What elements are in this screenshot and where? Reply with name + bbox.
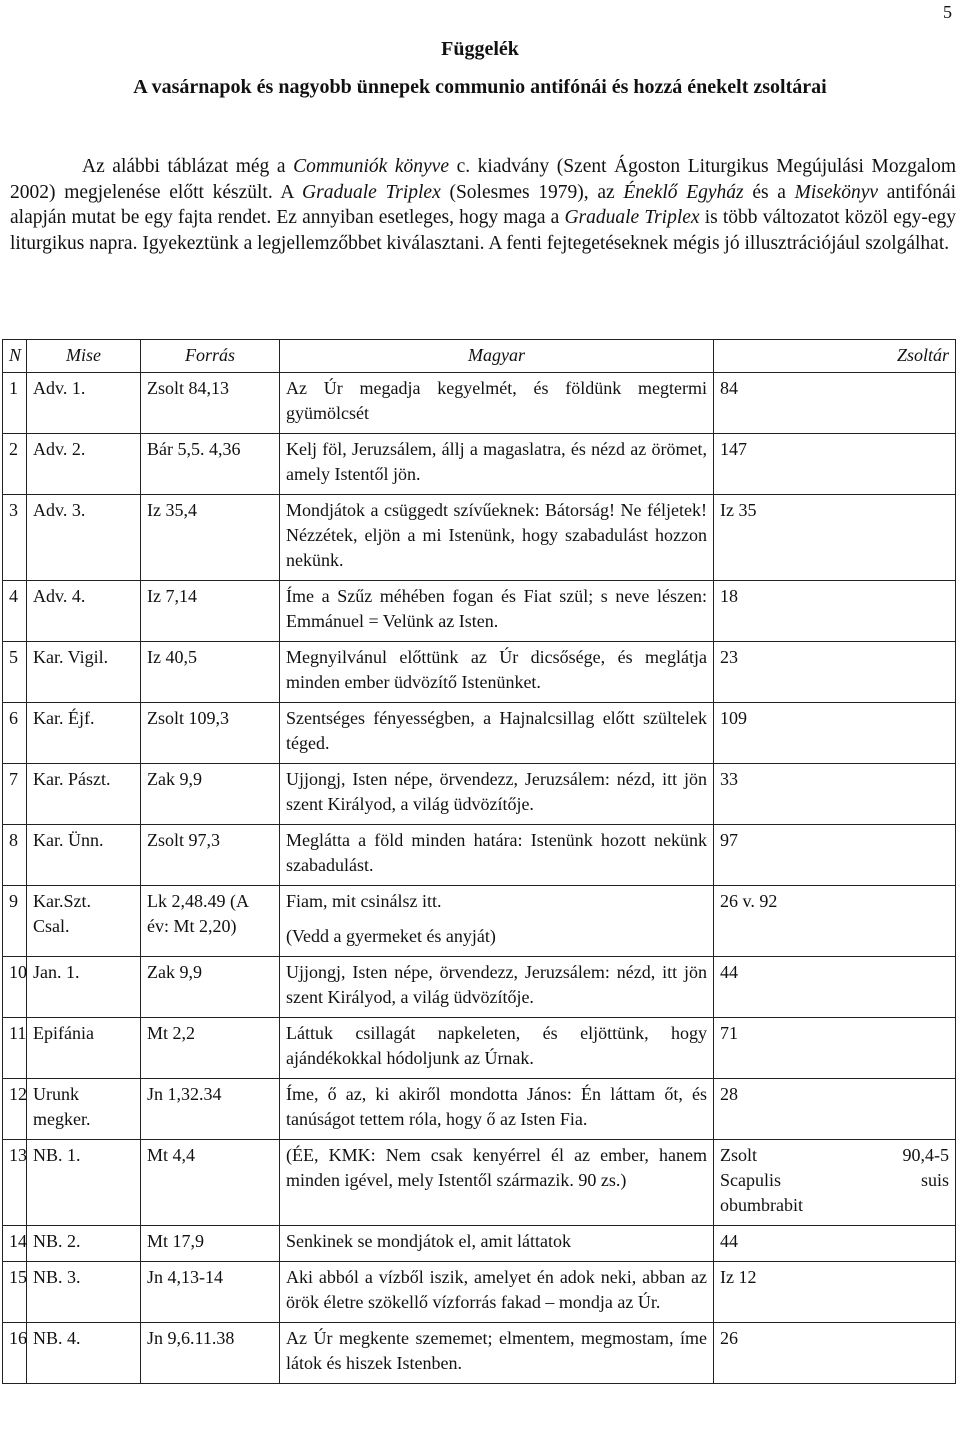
cell-mise-line: megker. xyxy=(33,1109,91,1129)
table-row xyxy=(3,1226,956,1262)
cell-mise: NB. 4. xyxy=(27,1323,141,1384)
cell-magyar: Íme, ő az, ki akiről mondotta János: Én láttam őt, és tanúságot tettem róla, hogy ő az Isten Fia. xyxy=(280,1079,714,1140)
cell-forras: Zak 9,9 xyxy=(141,957,280,1018)
cell-zsoltar: 147 xyxy=(714,434,956,495)
table-row xyxy=(3,1018,956,1079)
cell-n: 7 xyxy=(3,764,27,825)
table-header-row xyxy=(3,340,956,373)
cell-magyar: Megnyilvánul előttünk az Úr dicsősége, és meglátja minden ember üdvözítő Istenünket. xyxy=(280,642,714,703)
cell-forras: Iz 7,14 xyxy=(141,581,280,642)
cell-mise: Kar. Éjf. xyxy=(27,703,141,764)
cell-magyar: (ÉE, KMK: Nem csak kenyérrel él az ember, hanem minden igével, mely Istentől származik. 90 zs.) xyxy=(280,1140,714,1226)
cell-magyar: Szentséges fényességben, a Hajnalcsillag előtt szültelek téged. xyxy=(280,703,714,764)
cell-magyar: Senkinek se mondjátok el, amit láttatok xyxy=(280,1226,714,1262)
header-zsoltar: Zsoltár xyxy=(714,340,956,373)
zsoltar-line: obumbrabit xyxy=(720,1195,803,1215)
cell-forras: Mt 2,2 xyxy=(141,1018,280,1079)
zsoltar-word: suis xyxy=(920,1170,949,1190)
cell-zsoltar: Iz 12 xyxy=(714,1262,956,1323)
intro-text: Az alábbi táblázat még a xyxy=(82,156,294,177)
cell-zsoltar: 23 xyxy=(714,642,956,703)
cell-magyar: Kelj föl, Jeruzsálem, állj a magaslatra, és nézd az örömet, amely Istentől jön. xyxy=(280,434,714,495)
cell-zsoltar: Iz 35 xyxy=(714,495,956,581)
cell-mise xyxy=(27,886,141,957)
zsoltar-word: Scapulis xyxy=(720,1170,781,1190)
cell-n: 16 xyxy=(3,1323,27,1384)
cell-forras: Bár 5,5. 4,36 xyxy=(141,434,280,495)
cell-zsoltar: 44 xyxy=(714,1226,956,1262)
header-forras: Forrás xyxy=(141,340,280,373)
cell-zsoltar: 33 xyxy=(714,764,956,825)
cell-n: 3 xyxy=(3,495,27,581)
cell-mise: NB. 2. xyxy=(27,1226,141,1262)
table-row xyxy=(3,373,956,434)
header-n: N xyxy=(3,340,27,373)
cell-n: 6 xyxy=(3,703,27,764)
communio-table xyxy=(2,339,956,1384)
cell-mise: NB. 3. xyxy=(27,1262,141,1323)
cell-n: 2 xyxy=(3,434,27,495)
appendix-title: Függelék xyxy=(441,38,519,60)
intro-text: antifónái alapján mutat be egy fajta rendet. Ez annyiban esetleges, hogy maga a xyxy=(10,181,957,228)
intro-text: is több változatot közöl egy-egy liturgikus napra. Igyekeztünk a legjellemzőbbet kiválasztani. A fenti fejtegetéseknek mégis jó illusztrációjául szolgálhat. xyxy=(10,207,957,254)
cell-forras: Jn 9,6.11.38 xyxy=(141,1323,280,1384)
cell-forras: Iz 35,4 xyxy=(141,495,280,581)
cell-magyar-note: (Vedd a gyermeket és anyját) xyxy=(286,926,496,946)
table-row xyxy=(3,703,956,764)
cell-mise: Adv. 4. xyxy=(27,581,141,642)
cell-forras: Jn 1,32.34 xyxy=(141,1079,280,1140)
table-row xyxy=(3,1262,956,1323)
cell-n: 15 xyxy=(3,1262,27,1323)
cell-mise: Kar. Vigil. xyxy=(27,642,141,703)
cell-magyar: Láttuk csillagát napkeleten, és eljöttünk, hogy ajándékokkal hódoljunk az Úrnak. xyxy=(280,1018,714,1079)
cell-forras: Lk 2,48.49 (A év: Mt 2,20) xyxy=(141,886,280,957)
header-magyar: Magyar xyxy=(280,340,714,373)
cell-magyar: Mondjátok a csüggedt szívűeknek: Bátorság! Ne féljetek! Nézzétek, eljön a mi Istenünk, hogy szabadulást hozzon nekünk. xyxy=(280,495,714,581)
cell-zsoltar: 28 xyxy=(714,1079,956,1140)
cell-magyar: Ujjongj, Isten népe, örvendezz, Jeruzsálem: nézd, itt jön szent Királyod, a világ üdvözítője. xyxy=(280,957,714,1018)
cell-zsoltar: 26 v. 92 xyxy=(714,886,956,957)
cell-mise: Adv. 2. xyxy=(27,434,141,495)
zsoltar-line xyxy=(720,1168,949,1193)
cell-n: 12 xyxy=(3,1079,27,1140)
table-row xyxy=(3,1323,956,1384)
intro-paragraph xyxy=(10,154,956,256)
cell-n: 10 xyxy=(3,957,27,1018)
zsoltar-line xyxy=(720,1143,949,1168)
cell-forras: Zsolt 109,3 xyxy=(141,703,280,764)
cell-mise: Kar. Ünn. xyxy=(27,825,141,886)
cell-forras: Iz 40,5 xyxy=(141,642,280,703)
cell-magyar: Az Úr megadja kegyelmét, és földünk megtermi gyümölcsét xyxy=(280,373,714,434)
cell-n: 4 xyxy=(3,581,27,642)
cell-mise-line: Kar.Szt. xyxy=(33,891,91,911)
cell-n: 8 xyxy=(3,825,27,886)
intro-italic: Communiók könyve xyxy=(293,156,449,177)
cell-mise: NB. 1. xyxy=(27,1140,141,1226)
cell-magyar: Íme a Szűz méhében fogan és Fiat szül; s neve lészen: Emmánuel = Velünk az Isten. xyxy=(280,581,714,642)
cell-magyar xyxy=(280,886,714,957)
intro-text: c. kiadvány (Szent Ágoston Liturgikus Megújulási Mozgalom 2002) megjelenése előtt készült. A xyxy=(10,156,956,203)
cell-zsoltar: 97 xyxy=(714,825,956,886)
cell-mise: Jan. 1. xyxy=(27,957,141,1018)
cell-zsoltar: 71 xyxy=(714,1018,956,1079)
cell-magyar: Ujjongj, Isten népe, örvendezz, Jeruzsálem: nézd, itt jön szent Királyod, a világ üdvözítője. xyxy=(280,764,714,825)
table-row xyxy=(3,764,956,825)
cell-magyar-text: Fiam, mit csinálsz itt. xyxy=(286,891,442,911)
intro-text: (Solesmes 1979), az xyxy=(440,181,624,203)
cell-zsoltar: 84 xyxy=(714,373,956,434)
table-row xyxy=(3,1079,956,1140)
cell-zsoltar: 26 xyxy=(714,1323,956,1384)
cell-n: 9 xyxy=(3,886,27,957)
cell-mise: Adv. 1. xyxy=(27,373,141,434)
zsoltar-word: Zsolt xyxy=(720,1145,758,1165)
cell-forras: Zsolt 84,13 xyxy=(141,373,280,434)
table-row xyxy=(3,581,956,642)
cell-forras: Mt 4,4 xyxy=(141,1140,280,1226)
table-row xyxy=(3,495,956,581)
cell-mise xyxy=(27,1079,141,1140)
table-row xyxy=(3,1140,956,1226)
table-row xyxy=(3,825,956,886)
header-mise: Mise xyxy=(27,340,141,373)
cell-n: 14 xyxy=(3,1226,27,1262)
intro-italic: Graduale Triplex xyxy=(302,181,441,203)
cell-zsoltar xyxy=(714,1140,956,1226)
cell-mise: Kar. Pászt. xyxy=(27,764,141,825)
cell-n: 1 xyxy=(3,373,27,434)
cell-forras: Mt 17,9 xyxy=(141,1226,280,1262)
cell-forras: Zak 9,9 xyxy=(141,764,280,825)
intro-italic: Éneklő Egyház xyxy=(623,181,744,203)
cell-mise: Epifánia xyxy=(27,1018,141,1079)
cell-mise-line: Urunk xyxy=(33,1084,79,1104)
cell-magyar: Aki abból a vízből iszik, amelyet én adok neki, abban az örök életre szökellő vízforrás fakad – mondja az Úr. xyxy=(280,1262,714,1323)
appendix-subtitle: A vasárnapok és nagyobb ünnepek communio antifónái és hozzá énekelt zsoltárai xyxy=(133,76,827,98)
cell-zsoltar: 18 xyxy=(714,581,956,642)
cell-n: 11 xyxy=(3,1018,27,1079)
intro-italic: Misekönyv xyxy=(794,181,879,203)
table-row xyxy=(3,957,956,1018)
zsoltar-word: 90,4-5 xyxy=(902,1145,949,1165)
cell-forras: Zsolt 97,3 xyxy=(141,825,280,886)
cell-mise: Adv. 3. xyxy=(27,495,141,581)
intro-text: és a xyxy=(743,181,795,203)
table-row xyxy=(3,434,956,495)
table-row xyxy=(3,642,956,703)
cell-magyar: Meglátta a föld minden határa: Istenünk hozott nekünk szabadulást. xyxy=(280,825,714,886)
cell-n: 5 xyxy=(3,642,27,703)
cell-n: 13 xyxy=(3,1140,27,1226)
cell-zsoltar: 44 xyxy=(714,957,956,1018)
page-number: 5 xyxy=(943,2,952,22)
cell-forras: Jn 4,13-14 xyxy=(141,1262,280,1323)
cell-mise-line: Csal. xyxy=(33,916,70,936)
table-row xyxy=(3,886,956,957)
intro-italic: Graduale Triplex xyxy=(564,207,700,228)
cell-magyar: Az Úr megkente szememet; elmentem, megmostam, íme látok és hiszek Istenben. xyxy=(280,1323,714,1384)
cell-zsoltar: 109 xyxy=(714,703,956,764)
